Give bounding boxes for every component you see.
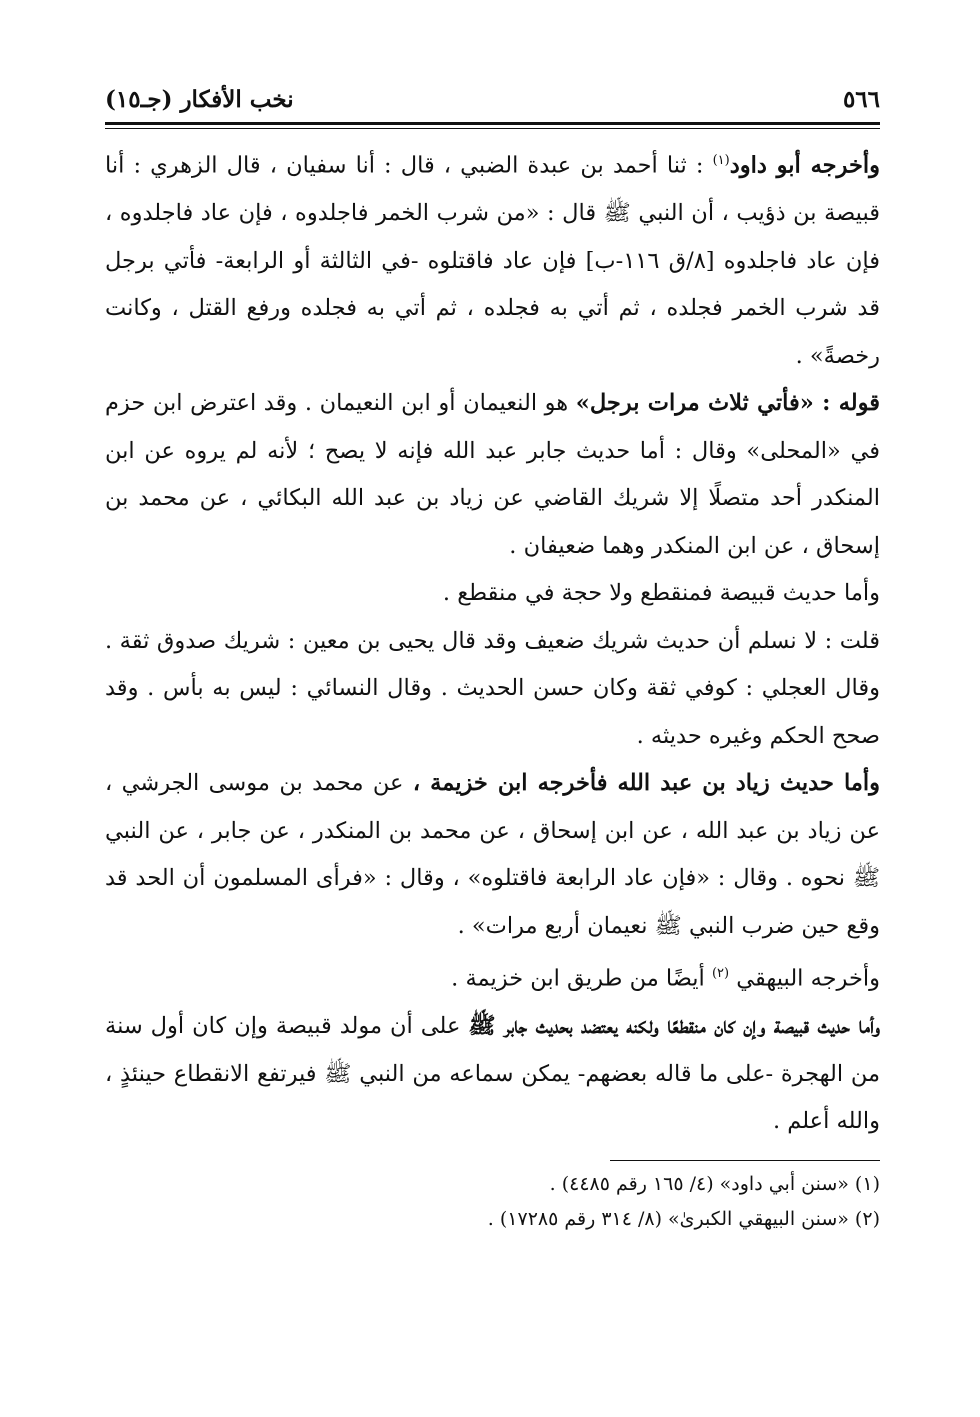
paragraph-1 (105, 137, 880, 380)
paragraph-text: هو النعيمان أو ابن النعيمان . وقد اعترض ابن حزم في «المحلى» وقال : أما حديث جابر عبد الله فإنه لا يصح ؛ لأنه لم يروه عن ابن المنكدر أحد متصلًا إلا شريك القاضي عن زياد بن عبد الله البكائي ، عن محمد بن إسحاق ، عن ابن المنكدر وهما ضعيفان . (105, 390, 880, 559)
paragraph-lead: وأما حديث زياد بن عبد الله فأخرجه ابن خزيمة ، (412, 770, 880, 796)
paragraph-text: وأما حديث قبيصة فمنقطع ولا حجة في منقطع . (442, 580, 880, 606)
header-rule-thin (105, 128, 880, 129)
page (105, 80, 880, 1237)
footnote-separator (610, 1160, 880, 1161)
header-rule-thick (105, 122, 880, 125)
paragraph-text: أيضًا من طريق ابن خزيمة . (451, 965, 712, 992)
footnote-1: (١) «سنن أبي داود» (٤/ ١٦٥ رقم ٤٤٨٥) . (549, 1172, 880, 1195)
paragraph-lead: وأما حديث قبيصة وإن كان منقطعًا ولكنه يعتضد بحديث جابر ﷺ (468, 1013, 880, 1039)
paragraph-text: عن محمد بن موسى الجرشي ، عن زياد بن عبد الله ، عن ابن إسحاق ، عن محمد بن المنكدر ، عن جابر ، عن النبي ﷺ نحوه . وقال : «فإن عاد الرابعة فاقتلوه» ، وقال : «فرأى المسلمون أن الحد قد وقع حين ضرب النبي ﷺ نعيمان أربع مرات» . (105, 770, 880, 939)
paragraph-pre: وأخرجه البيهقي (729, 965, 880, 992)
paragraph-lead: قوله : «فأتي ثلاث مرات برجل» (575, 390, 880, 416)
running-header (105, 80, 880, 120)
footnote-2: (٢) «سنن البيهقي الكبرىٰ» (٨/ ٣١٤ رقم ١٧٢٨٥) . (487, 1207, 880, 1230)
paragraph-2 (105, 380, 880, 570)
paragraph-text: على أن مولد قبيصة وإن كان أول سنة من الهجرة -على ما قاله بعضهم- يمكن سماعه من النبي ﷺ فيرتفع الانقطاع حينئذٍ ، والله أعلم . (105, 1013, 880, 1134)
page-number: ٥٦٦ (842, 86, 880, 113)
paragraph-3 (105, 570, 880, 618)
paragraph-text: : ثنا أحمد بن عبدة الضبي ، قال : أنا سفيان ، قال الزهري : أنا قبيصة بن ذؤيب ، أن النبي ﷺ قال : «من شرب الخمر فاجلدوه ، فإن عاد فاجلدوه ، فإن عاد فاجلدوه [٨/ق ١١٦-ب] فإن عاد فاقتلوه -في الثالثة أو الرابعة- فأتي برجل قد شرب الخمر فجلده ، ثم أتي به فجلده ، ثم أتي به فجلده ورفع القتل ، وكانت رخصةً» . (105, 152, 880, 369)
paragraph-4 (105, 618, 880, 761)
book-title: نخب الأفكار (جـ١٥) (105, 86, 294, 113)
footnote-ref-1[interactable]: (١) (712, 153, 730, 168)
paragraph-6 (105, 950, 880, 1003)
paragraph-text: قلت : لا نسلم أن حديث شريك ضعيف وقد قال يحيى بن معين : شريك صدوق ثقة . وقال العجلي : كوفي ثقة وكان حسن الحديث . وقال النسائي : ليس به بأس . وقد صحح الحكم وغيره حديثه . (105, 627, 880, 749)
paragraph-lead: وأخرجه أبو داود (729, 152, 881, 179)
paragraph-7 (105, 1003, 880, 1146)
paragraph-5 (105, 760, 880, 950)
footnote-ref-2[interactable]: (٢) (711, 966, 730, 981)
